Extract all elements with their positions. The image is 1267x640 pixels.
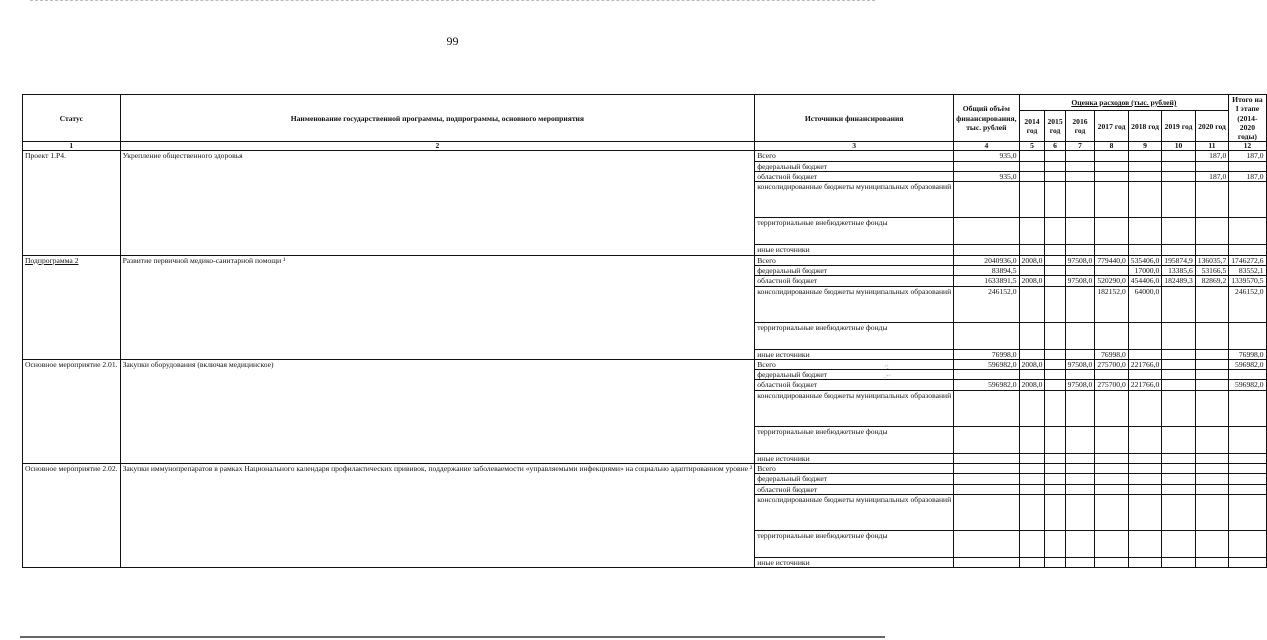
amount-y2017 [1095, 494, 1128, 530]
amount-y2019 [1162, 494, 1195, 530]
header-year: 2017 год [1095, 111, 1128, 142]
amount-y2014 [1019, 265, 1045, 275]
budget-table [22, 94, 1267, 568]
funding-source: консолидированные бюджеты муниципальных образований [755, 182, 954, 218]
header-stage-total: Итого на I этапе (2014-2020 годы) [1229, 95, 1266, 142]
amount-y2020: 53166,5 [1195, 265, 1228, 275]
amount-y2014 [1019, 322, 1045, 349]
amount-y2015 [1045, 426, 1065, 453]
amount-total [954, 182, 1019, 218]
funding-source: иные источники [755, 453, 954, 463]
funding-source: территориальные внебюджетные фонды [755, 322, 954, 349]
amount-y2015 [1045, 464, 1065, 474]
amount-y2020 [1195, 494, 1228, 530]
amount-y2018 [1128, 494, 1161, 530]
amount-y2018 [1128, 453, 1161, 463]
column-number: 11 [1195, 142, 1228, 151]
scan-bottom-edge [20, 636, 885, 638]
row-name: Развитие первичной медико-санитарной помощи ¹ [120, 255, 755, 359]
amount-total [954, 453, 1019, 463]
amount-stage [1229, 218, 1266, 245]
amount-y2020: 82869,2 [1195, 276, 1228, 286]
amount-y2014: 2008,0 [1019, 255, 1045, 265]
amount-y2019 [1162, 380, 1195, 390]
funding-source: территориальные внебюджетные фонды [755, 530, 954, 557]
funding-source: иные источники [755, 557, 954, 567]
funding-source: федеральный бюджет [755, 474, 954, 484]
amount-y2018 [1128, 172, 1161, 182]
amount-stage: 76998,0 [1229, 349, 1266, 359]
amount-y2019 [1162, 245, 1195, 255]
column-number: 8 [1095, 142, 1128, 151]
amount-y2020 [1195, 380, 1228, 390]
amount-total [954, 390, 1019, 426]
amount-total [954, 464, 1019, 474]
amount-stage: 1746272,6 [1229, 255, 1266, 265]
amount-total: 935,0 [954, 151, 1019, 161]
amount-y2017 [1095, 557, 1128, 567]
amount-y2020 [1195, 218, 1228, 245]
amount-y2015 [1045, 172, 1065, 182]
amount-y2015 [1045, 151, 1065, 161]
amount-y2016 [1065, 557, 1095, 567]
amount-y2017 [1095, 182, 1128, 218]
amount-y2020 [1195, 161, 1228, 171]
amount-y2015 [1045, 255, 1065, 265]
amount-total [954, 474, 1019, 484]
amount-y2017: 275700,0 [1095, 380, 1128, 390]
row-status: Проект 1.Р4. [23, 151, 121, 255]
amount-y2014 [1019, 464, 1045, 474]
amount-y2018 [1128, 557, 1161, 567]
amount-y2016 [1065, 349, 1095, 359]
amount-y2019 [1162, 182, 1195, 218]
amount-y2018: 64000,0 [1128, 286, 1161, 322]
amount-stage [1229, 494, 1266, 530]
amount-y2015 [1045, 359, 1065, 369]
amount-y2014 [1019, 426, 1045, 453]
amount-y2015 [1045, 474, 1065, 484]
amount-y2018: 221766,0 [1128, 380, 1161, 390]
column-number: 12 [1229, 142, 1266, 151]
column-number: 2 [120, 142, 755, 151]
amount-y2019 [1162, 286, 1195, 322]
amount-y2014 [1019, 245, 1045, 255]
column-number: 3 [755, 142, 954, 151]
column-number: 6 [1045, 142, 1065, 151]
header-year: 2015 год [1045, 111, 1065, 142]
funding-source: федеральный бюджет [755, 265, 954, 275]
amount-y2015 [1045, 245, 1065, 255]
amount-y2016 [1065, 464, 1095, 474]
amount-y2019 [1162, 322, 1195, 349]
amount-y2020 [1195, 464, 1228, 474]
amount-total [954, 161, 1019, 171]
amount-y2020: 136035,7 [1195, 255, 1228, 265]
amount-y2019 [1162, 464, 1195, 474]
amount-y2014 [1019, 161, 1045, 171]
amount-y2016: 97508,0 [1065, 255, 1095, 265]
amount-total [954, 245, 1019, 255]
table-row [23, 255, 1267, 265]
amount-y2014 [1019, 370, 1045, 380]
amount-stage [1229, 474, 1266, 484]
amount-y2015 [1045, 370, 1065, 380]
funding-source: иные источники [755, 245, 954, 255]
amount-y2019 [1162, 218, 1195, 245]
amount-y2018 [1128, 530, 1161, 557]
amount-y2015 [1045, 494, 1065, 530]
amount-y2014 [1019, 484, 1045, 494]
amount-y2020 [1195, 474, 1228, 484]
amount-total: 2040936,0 [954, 255, 1019, 265]
header-total: Общий объём финансирования, тыс. рублей [954, 95, 1019, 142]
amount-y2015 [1045, 390, 1065, 426]
amount-y2016 [1065, 370, 1095, 380]
amount-y2016 [1065, 265, 1095, 275]
amount-y2014 [1019, 474, 1045, 484]
amount-y2017 [1095, 322, 1128, 349]
funding-source: консолидированные бюджеты муниципальных образований [755, 286, 954, 322]
amount-y2017 [1095, 390, 1128, 426]
amount-y2018: 454406,0 [1128, 276, 1161, 286]
funding-source: федеральный бюджет [755, 370, 954, 380]
amount-y2020 [1195, 286, 1228, 322]
scan-margin-marks: ·: .-· [884, 362, 892, 380]
column-number: 10 [1162, 142, 1195, 151]
amount-stage [1229, 464, 1266, 474]
amount-total [954, 426, 1019, 453]
amount-y2020 [1195, 390, 1228, 426]
amount-y2016 [1065, 245, 1095, 255]
amount-total: 76998,0 [954, 349, 1019, 359]
amount-y2014 [1019, 172, 1045, 182]
amount-stage [1229, 426, 1266, 453]
amount-y2017 [1095, 172, 1128, 182]
amount-y2015 [1045, 530, 1065, 557]
amount-y2018 [1128, 151, 1161, 161]
amount-y2017 [1095, 474, 1128, 484]
amount-y2017: 520290,0 [1095, 276, 1128, 286]
amount-y2018 [1128, 161, 1161, 171]
amount-y2018 [1128, 390, 1161, 426]
amount-stage [1229, 484, 1266, 494]
amount-y2020 [1195, 426, 1228, 453]
table-row [23, 359, 1267, 369]
amount-y2015 [1045, 557, 1065, 567]
amount-y2016 [1065, 474, 1095, 484]
column-number: 9 [1128, 142, 1161, 151]
amount-stage: 596982,0 [1229, 380, 1266, 390]
amount-total [954, 494, 1019, 530]
funding-source: Всего [755, 151, 954, 161]
amount-y2019 [1162, 161, 1195, 171]
amount-y2019 [1162, 349, 1195, 359]
amount-y2017: 275700,0 [1095, 359, 1128, 369]
amount-stage [1229, 245, 1266, 255]
amount-y2016 [1065, 161, 1095, 171]
amount-y2020 [1195, 182, 1228, 218]
amount-y2018: 221766,0 [1128, 359, 1161, 369]
amount-y2019 [1162, 530, 1195, 557]
amount-y2020: 187,0 [1195, 151, 1228, 161]
amount-y2018 [1128, 349, 1161, 359]
amount-stage [1229, 557, 1266, 567]
amount-y2016 [1065, 426, 1095, 453]
amount-y2015 [1045, 218, 1065, 245]
amount-y2018: 535406,0 [1128, 255, 1161, 265]
amount-stage [1229, 370, 1266, 380]
amount-total [954, 322, 1019, 349]
amount-y2019 [1162, 172, 1195, 182]
amount-y2015 [1045, 265, 1065, 275]
amount-total [954, 484, 1019, 494]
amount-y2016 [1065, 182, 1095, 218]
amount-y2018 [1128, 474, 1161, 484]
scan-top-edge [30, 0, 875, 2]
amount-y2020 [1195, 530, 1228, 557]
amount-y2014 [1019, 530, 1045, 557]
amount-y2020 [1195, 322, 1228, 349]
amount-y2016 [1065, 484, 1095, 494]
amount-total: 596982,0 [954, 359, 1019, 369]
amount-stage [1229, 453, 1266, 463]
amount-total: 83894,5 [954, 265, 1019, 275]
funding-source: территориальные внебюджетные фонды [755, 426, 954, 453]
row-status: Подпрограмма 2 [23, 255, 121, 359]
amount-y2018 [1128, 464, 1161, 474]
amount-y2014 [1019, 182, 1045, 218]
amount-stage [1229, 182, 1266, 218]
amount-stage [1229, 322, 1266, 349]
funding-source: иные источники [755, 349, 954, 359]
amount-y2014: 2008,0 [1019, 276, 1045, 286]
funding-source: территориальные внебюджетные фонды [755, 218, 954, 245]
amount-y2019 [1162, 484, 1195, 494]
amount-y2017 [1095, 464, 1128, 474]
amount-y2016: 97508,0 [1065, 359, 1095, 369]
amount-y2015 [1045, 484, 1065, 494]
row-name: Укрепление общественного здоровья [120, 151, 755, 255]
row-name: Закупки иммунопрепаратов в рамках Национального календаря профилактических прививок, поддержание заболеваемости «управляемыми инфекциями» на социально адаптированном уровне ² [120, 464, 755, 568]
amount-y2017 [1095, 151, 1128, 161]
amount-y2015 [1045, 453, 1065, 463]
amount-y2018 [1128, 218, 1161, 245]
amount-y2019: 195874,9 [1162, 255, 1195, 265]
amount-stage: 246152,0 [1229, 286, 1266, 322]
amount-y2015 [1045, 276, 1065, 286]
amount-y2018 [1128, 182, 1161, 218]
amount-y2018: 17000,0 [1128, 265, 1161, 275]
amount-y2014 [1019, 349, 1045, 359]
amount-y2014 [1019, 557, 1045, 567]
amount-y2020 [1195, 370, 1228, 380]
funding-source: Всего [755, 464, 954, 474]
row-status: Основное мероприятие 2.02. [23, 464, 121, 568]
amount-y2017 [1095, 453, 1128, 463]
funding-source: областной бюджет [755, 276, 954, 286]
amount-y2019 [1162, 453, 1195, 463]
amount-total [954, 557, 1019, 567]
amount-y2020 [1195, 245, 1228, 255]
amount-y2016: 97508,0 [1065, 276, 1095, 286]
amount-y2017 [1095, 265, 1128, 275]
header-year: 2014 год [1019, 111, 1045, 142]
amount-y2019 [1162, 557, 1195, 567]
amount-y2015 [1045, 286, 1065, 322]
amount-y2020 [1195, 359, 1228, 369]
amount-total [954, 370, 1019, 380]
amount-y2018 [1128, 322, 1161, 349]
amount-y2014 [1019, 218, 1045, 245]
amount-y2018 [1128, 484, 1161, 494]
amount-stage: 187,0 [1229, 172, 1266, 182]
amount-y2017 [1095, 484, 1128, 494]
amount-y2019 [1162, 390, 1195, 426]
page-number: 99 [446, 34, 459, 48]
amount-y2015 [1045, 322, 1065, 349]
amount-y2020: 187,0 [1195, 172, 1228, 182]
amount-total: 1633891,5 [954, 276, 1019, 286]
amount-y2019 [1162, 151, 1195, 161]
amount-y2016 [1065, 218, 1095, 245]
table-row [23, 464, 1267, 474]
amount-y2015 [1045, 161, 1065, 171]
amount-y2014 [1019, 286, 1045, 322]
amount-y2018 [1128, 245, 1161, 255]
amount-y2017 [1095, 370, 1128, 380]
header-year: 2016 год [1065, 111, 1095, 142]
amount-y2015 [1045, 380, 1065, 390]
amount-y2016 [1065, 530, 1095, 557]
amount-total: 596982,0 [954, 380, 1019, 390]
amount-y2016 [1065, 494, 1095, 530]
amount-y2015 [1045, 349, 1065, 359]
amount-y2019 [1162, 426, 1195, 453]
column-number: 4 [954, 142, 1019, 151]
amount-y2020 [1195, 349, 1228, 359]
amount-total: 935,0 [954, 172, 1019, 182]
amount-y2017 [1095, 530, 1128, 557]
amount-y2020 [1195, 453, 1228, 463]
row-status: Основное мероприятие 2.01. [23, 359, 121, 463]
amount-y2017 [1095, 161, 1128, 171]
amount-y2016 [1065, 322, 1095, 349]
funding-source: федеральный бюджет [755, 161, 954, 171]
funding-source: Всего [755, 359, 954, 369]
amount-stage [1229, 161, 1266, 171]
amount-y2016 [1065, 172, 1095, 182]
amount-y2014 [1019, 494, 1045, 530]
amount-y2016: 97508,0 [1065, 380, 1095, 390]
amount-y2018 [1128, 370, 1161, 380]
amount-y2018 [1128, 426, 1161, 453]
amount-y2017: 76998,0 [1095, 349, 1128, 359]
funding-source: консолидированные бюджеты муниципальных образований [755, 390, 954, 426]
header-year: 2020 год [1195, 111, 1228, 142]
header-year: 2018 год [1128, 111, 1161, 142]
header-sources: Источники финансирования [755, 95, 954, 142]
funding-source: консолидированные бюджеты муниципальных образований [755, 494, 954, 530]
amount-y2019 [1162, 474, 1195, 484]
funding-source: областной бюджет [755, 484, 954, 494]
funding-source: областной бюджет [755, 380, 954, 390]
amount-total [954, 530, 1019, 557]
amount-y2017 [1095, 245, 1128, 255]
amount-stage [1229, 530, 1266, 557]
funding-source: областной бюджет [755, 172, 954, 182]
amount-total: 246152,0 [954, 286, 1019, 322]
amount-y2016 [1065, 390, 1095, 426]
amount-total [954, 218, 1019, 245]
amount-y2019 [1162, 370, 1195, 380]
amount-y2019 [1162, 359, 1195, 369]
funding-source: Всего [755, 255, 954, 265]
amount-stage [1229, 390, 1266, 426]
amount-y2017 [1095, 218, 1128, 245]
header-name: Наименование государственной программы, подпрограммы, основного мероприятия [120, 95, 755, 142]
header-estimate: Оценка расходов (тыс. рублей) [1019, 95, 1229, 111]
header-year: 2019 год [1162, 111, 1195, 142]
amount-y2014 [1019, 453, 1045, 463]
column-number: 7 [1065, 142, 1095, 151]
row-name: Закупки оборудования (включая медицинское) [120, 359, 755, 463]
amount-y2015 [1045, 182, 1065, 218]
amount-y2014: 2008,0 [1019, 380, 1045, 390]
amount-y2017: 182152,0 [1095, 286, 1128, 322]
table-row [23, 151, 1267, 161]
amount-stage: 83552,1 [1229, 265, 1266, 275]
amount-y2019: 182489,3 [1162, 276, 1195, 286]
column-number: 1 [23, 142, 121, 151]
amount-y2014 [1019, 390, 1045, 426]
amount-y2019: 13385,6 [1162, 265, 1195, 275]
amount-y2014: 2008,0 [1019, 359, 1045, 369]
header-status: Статус [23, 95, 121, 142]
amount-y2016 [1065, 151, 1095, 161]
amount-y2016 [1065, 286, 1095, 322]
amount-y2017 [1095, 426, 1128, 453]
amount-stage: 596982,0 [1229, 359, 1266, 369]
amount-y2014 [1019, 151, 1045, 161]
amount-y2020 [1195, 484, 1228, 494]
amount-y2017: 779440,0 [1095, 255, 1128, 265]
column-number-row [23, 142, 1267, 151]
amount-stage: 1339570,5 [1229, 276, 1266, 286]
header-row-1 [23, 95, 1267, 111]
column-number: 5 [1019, 142, 1045, 151]
amount-y2020 [1195, 557, 1228, 567]
amount-stage: 187,0 [1229, 151, 1266, 161]
amount-y2016 [1065, 453, 1095, 463]
